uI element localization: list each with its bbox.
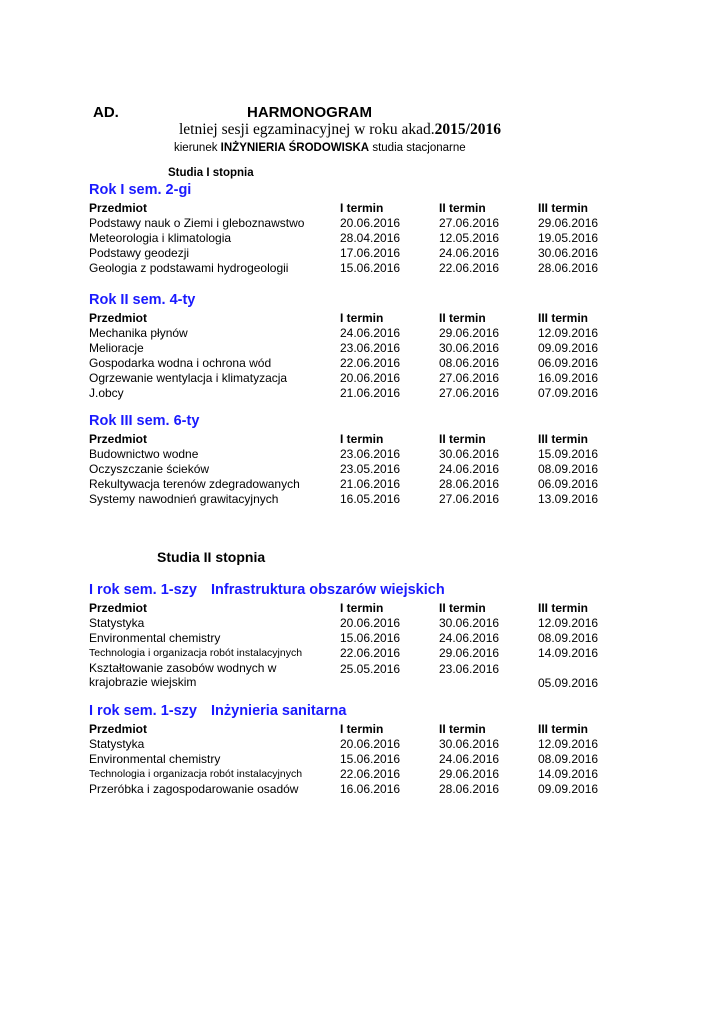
column-header: Przedmiot <box>89 432 148 446</box>
exam-date: 27.06.2016 <box>439 492 500 506</box>
section-subtitle: Inżynieria sanitarna <box>211 703 347 719</box>
column-header: Przedmiot <box>89 722 148 736</box>
exam-date: 12.09.2016 <box>538 616 599 630</box>
exam-date: 16.06.2016 <box>340 782 401 796</box>
table-row <box>89 616 629 631</box>
exam-date: 22.06.2016 <box>340 767 401 781</box>
table-header <box>89 201 629 216</box>
column-header: I termin <box>340 722 384 736</box>
exam-date: 29.06.2016 <box>439 646 500 660</box>
page-title: HARMONOGRAM <box>247 104 372 121</box>
exam-date: 30.06.2016 <box>538 246 599 260</box>
exam-date: 21.06.2016 <box>340 477 401 491</box>
table-header <box>89 722 629 737</box>
exam-date: 27.06.2016 <box>439 216 500 230</box>
exam-date: 22.06.2016 <box>340 356 401 370</box>
exam-date: 16.05.2016 <box>340 492 401 506</box>
exam-date: 19.05.2016 <box>538 231 599 245</box>
subject-name: Ogrzewanie wentylacja i klimatyzacja <box>89 371 288 385</box>
exam-date: 23.05.2016 <box>340 462 401 476</box>
exam-date: 12.05.2016 <box>439 231 500 245</box>
table-row <box>89 737 629 752</box>
exam-date: 21.06.2016 <box>340 386 401 400</box>
academic-year: 2015/2016 <box>434 121 501 138</box>
exam-date: 23.06.2016 <box>340 341 401 355</box>
section-title-text: Rok III sem. 6-ty <box>89 413 200 429</box>
table-row <box>89 752 629 767</box>
table-row <box>89 341 629 356</box>
section-title <box>89 580 629 601</box>
kierunek-name: INŻYNIERIA ŚRODOWISKA <box>220 142 370 154</box>
exam-date: 28.06.2016 <box>439 477 500 491</box>
table-row <box>89 646 629 661</box>
table-row <box>89 631 629 646</box>
exam-date: 14.09.2016 <box>538 646 599 660</box>
column-header: I termin <box>340 432 384 446</box>
column-header: I termin <box>340 311 384 325</box>
table-row <box>89 462 629 477</box>
subject-name: Mechanika płynów <box>89 326 188 340</box>
exam-date: 24.06.2016 <box>439 631 500 645</box>
exam-date: 22.06.2016 <box>340 646 401 660</box>
exam-date: 15.06.2016 <box>340 752 401 766</box>
exam-date: 17.06.2016 <box>340 246 401 260</box>
exam-date: 28.06.2016 <box>538 261 599 275</box>
exam-date: 25.05.2016 <box>340 662 401 676</box>
kierunek-prefix: kierunek <box>174 142 218 154</box>
subject-name: Technologia i organizacja robót instalacyjnych <box>89 768 303 780</box>
exam-date: 08.09.2016 <box>538 462 599 476</box>
column-header: II termin <box>439 601 486 615</box>
exam-date: 22.06.2016 <box>439 261 500 275</box>
table-header <box>89 432 629 447</box>
exam-date: 20.06.2016 <box>340 371 401 385</box>
column-header: III termin <box>538 311 589 325</box>
table-row <box>89 216 629 231</box>
column-header: II termin <box>439 201 486 215</box>
header-subtitle <box>179 121 501 139</box>
exam-date: 15.06.2016 <box>340 631 401 645</box>
section-title-text: I rok sem. 1-szy <box>89 582 197 598</box>
exam-date: 09.09.2016 <box>538 782 599 796</box>
table-header <box>89 311 629 326</box>
subject-name: Kształtowanie zasobów wodnych w krajobrazie wiejskim <box>89 661 277 689</box>
exam-date: 24.06.2016 <box>439 462 500 476</box>
exam-date: 06.09.2016 <box>538 477 599 491</box>
section-title-text: Rok I sem. 2-gi <box>89 182 192 198</box>
section-infrastruktura <box>89 580 629 691</box>
exam-date: 27.06.2016 <box>439 386 500 400</box>
exam-date: 08.09.2016 <box>538 752 599 766</box>
exam-date: 23.06.2016 <box>340 447 401 461</box>
column-header: II termin <box>439 722 486 736</box>
table-row <box>89 447 629 462</box>
table-row <box>89 261 629 276</box>
exam-date: 29.06.2016 <box>439 326 500 340</box>
table-row <box>89 386 629 401</box>
exam-date: 12.09.2016 <box>538 326 599 340</box>
exam-date: 06.09.2016 <box>538 356 599 370</box>
header-kierunek <box>174 142 466 154</box>
section-title-text: Rok II sem. 4-ty <box>89 292 196 308</box>
exam-date: 24.06.2016 <box>439 752 500 766</box>
subject-name: Technologia i organizacja robót instalacyjnych <box>89 647 303 659</box>
exam-date: 28.04.2016 <box>340 231 401 245</box>
exam-date: 24.06.2016 <box>340 326 401 340</box>
header-ad: AD. <box>93 104 119 121</box>
exam-date: 23.06.2016 <box>439 662 500 676</box>
subject-name: Gospodarka wodna i ochrona wód <box>89 356 272 370</box>
exam-date: 08.09.2016 <box>538 631 599 645</box>
subject-name: Statystyka <box>89 616 145 630</box>
exam-date: 30.06.2016 <box>439 447 500 461</box>
exam-date: 08.06.2016 <box>439 356 500 370</box>
studia-1-label: Studia I stopnia <box>168 167 254 179</box>
column-header: Przedmiot <box>89 601 148 615</box>
table-row <box>89 782 629 797</box>
studia-2-label: Studia II stopnia <box>157 549 266 565</box>
subject-name: Meteorologia i klimatologia <box>89 231 232 245</box>
table-row <box>89 661 629 691</box>
exam-date: 20.06.2016 <box>340 737 401 751</box>
exam-date: 29.06.2016 <box>538 216 599 230</box>
subject-name: Melioracje <box>89 341 144 355</box>
subject-name: Oczyszczanie ścieków <box>89 462 210 476</box>
exam-date: 27.06.2016 <box>439 371 500 385</box>
subject-name: Statystyka <box>89 737 145 751</box>
subject-name: Systemy nawodnień grawitacyjnych <box>89 492 279 506</box>
table-row <box>89 492 629 507</box>
table-row <box>89 326 629 341</box>
section-subtitle: Infrastruktura obszarów wiejskich <box>211 582 445 598</box>
table-header <box>89 601 629 616</box>
exam-date: 16.09.2016 <box>538 371 599 385</box>
column-header: III termin <box>538 601 589 615</box>
column-header: I termin <box>340 201 384 215</box>
section-rok-1 <box>89 180 629 276</box>
column-header: III termin <box>538 201 589 215</box>
exam-date: 20.06.2016 <box>340 616 401 630</box>
section-title <box>89 411 629 432</box>
exam-date: 30.06.2016 <box>439 737 500 751</box>
exam-date: 13.09.2016 <box>538 492 599 506</box>
section-title <box>89 701 629 722</box>
column-header: Przedmiot <box>89 311 148 325</box>
table-row <box>89 356 629 371</box>
table-row <box>89 767 629 782</box>
exam-date: 05.09.2016 <box>538 676 599 690</box>
subject-name: Geologia z podstawami hydrogeologii <box>89 261 289 275</box>
exam-date: 24.06.2016 <box>439 246 500 260</box>
column-header: Przedmiot <box>89 201 148 215</box>
subject-name: Environmental chemistry <box>89 752 221 766</box>
exam-date: 20.06.2016 <box>340 216 401 230</box>
exam-date: 12.09.2016 <box>538 737 599 751</box>
section-title <box>89 290 629 311</box>
subject-name: Przeróbka i zagospodarowanie osadów <box>89 782 299 796</box>
exam-date: 15.09.2016 <box>538 447 599 461</box>
exam-date: 30.06.2016 <box>439 341 500 355</box>
column-header: I termin <box>340 601 384 615</box>
column-header: III termin <box>538 722 589 736</box>
exam-date: 29.06.2016 <box>439 767 500 781</box>
exam-date: 14.09.2016 <box>538 767 599 781</box>
subject-name: Rekultywacja terenów zdegradowanych <box>89 477 300 491</box>
subject-name: Podstawy nauk o Ziemi i gleboznawstwo <box>89 216 305 230</box>
subtitle-prefix: letniej sesji egzaminacyjnej w roku akad. <box>179 121 435 138</box>
section-title-text: I rok sem. 1-szy <box>89 703 197 719</box>
exam-date: 09.09.2016 <box>538 341 599 355</box>
section-rok-2 <box>89 290 629 401</box>
exam-date: 28.06.2016 <box>439 782 500 796</box>
table-row <box>89 231 629 246</box>
subject-name: Budownictwo wodne <box>89 447 199 461</box>
table-row <box>89 371 629 386</box>
column-header: III termin <box>538 432 589 446</box>
column-header: II termin <box>439 311 486 325</box>
section-rok-3 <box>89 411 629 507</box>
section-inzynieria-sanitarna <box>89 701 629 797</box>
section-title <box>89 180 629 201</box>
subject-name: J.obcy <box>89 386 124 400</box>
subject-name: Podstawy geodezji <box>89 246 190 260</box>
table-row <box>89 477 629 492</box>
kierunek-suffix: studia stacjonarne <box>372 142 466 154</box>
exam-date: 30.06.2016 <box>439 616 500 630</box>
exam-date: 15.06.2016 <box>340 261 401 275</box>
exam-date: 07.09.2016 <box>538 386 599 400</box>
column-header: II termin <box>439 432 486 446</box>
subject-name: Environmental chemistry <box>89 631 221 645</box>
table-row <box>89 246 629 261</box>
